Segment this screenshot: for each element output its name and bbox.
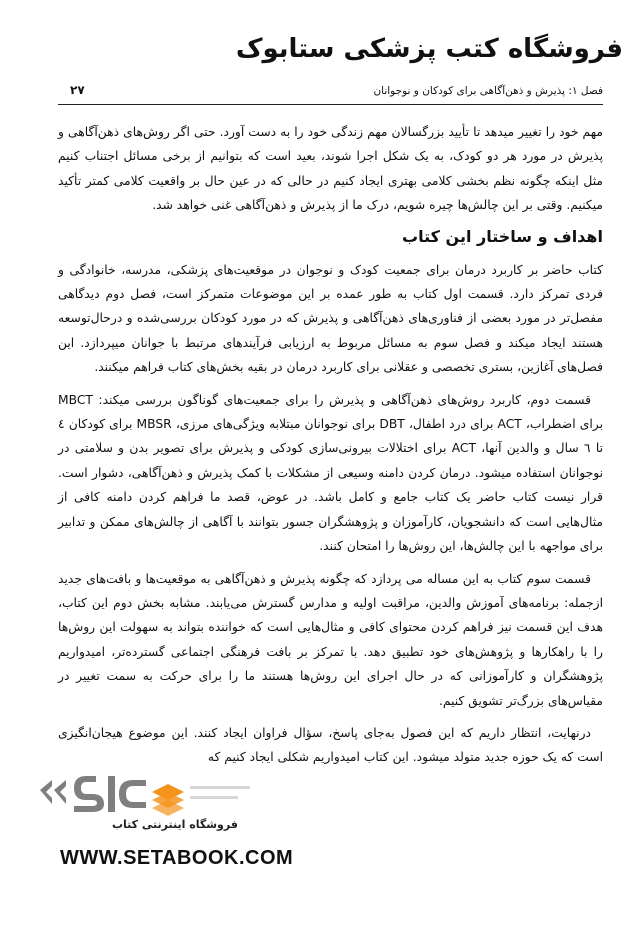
site-url: WWW.SETABOOK.COM — [60, 847, 294, 869]
page-number: ۲۷ — [70, 83, 85, 97]
logo-subtitle: فروشگاه اینترنتی کتاب — [112, 818, 238, 831]
paragraph-4: قسمت سوم کتاب به این مساله می پردازد که چگونه پذیرش و ذهن‌آگاهی به موقعیت‌ها و بافت‌های جدید ازجمله: برنامه‌های آموزش والدین، مراقبت اولیه و مدارس گسترش می‌یابند. مشابه بخش دوم این کتاب، هدف این قسمت نیز فراهم کردن محتوای کافی و مثال‌هایی است که خواننده بتواند به سهولت این روش‌ها را با راهکارها و پژوهش‌های خود تطبیق دهد. با تمرکز بر بافت فرهنگی اجتماعی گسترده‌تر، امیدواریم پژوهشگران و کارآموزانی که در حال اجرای این روش‌ها هستند ما را برای حرکت به سمت تغییر در مقیاس‌های بزرگ‌تر تشویق کنیم. — [58, 571, 603, 708]
paragraph-2: کتاب حاضر بر کاربرد درمان برای جمعیت کودک و نوجوان در موقعیت‌های پزشکی، مدرسه، خانوادگی و فردی تمرکز دارد. قسمت اول کتاب به طور عمده بر این موضوعات متمرکز است، فصل دوم دیدگاهی مفصل‌تر در مورد بعضی از فناوری‌های ذهن‌آگاهی و پذیرش که در مورد کودکان بررسی‌شده و درحال‌توسعه هستند ایجاد میکند و فصل سوم به مسائل مربوط به ارزیابی فرآیندهای مرتبط با جوانان میپردازد. این فصل‌های آغازین، بستری تخصصی و عقلانی برای کاربرد درمان در بقیه بخش‌های کتاب فراهم میکنند. — [58, 262, 603, 375]
chapter-title: فصل ۱: پذیرش و ذهن‌آگاهی برای کودکان و نوجوانان — [373, 85, 603, 97]
page-body — [58, 120, 603, 778]
paragraph-1: مهم خود را تغییر میدهد تا تأیید بزرگسالان مهم زندگی خود را به دست آورد. حتی اگر روش‌های ذهن‌آگاهی و پذیرش در مورد هر دو کودک، به یک شکل اجرا شوند، بعید است که بتوانیم از برخی مسائل اجتناب کنیم مثل اینکه چگونه نظم بخشی کلامی بهتری ایجاد کنیم در حالی که در عین حال بر واقعیت کلامی کمتر تأکید میکنیم. وقتی بر این چالش‌ها چیره شویم، درک ما از پذیرش و ذهن‌آگاهی غنی خواهد شد. — [58, 125, 603, 213]
section-heading: اهداف و ساختار این کتاب — [402, 226, 603, 246]
header-rule — [58, 104, 603, 105]
paragraph-3: قسمت دوم، کاربرد روش‌های ذهن‌آگاهی و پذیرش را برای جمعیت‌های گوناگون بررسی میکند: MBCT برای اضطراب، ACT برای درد اطفال، DBT برای نوجوانان مبتلابه ویژگی‌های مرزی، MBSR برای کودکان ٤ تا ٦ سال و والدین آنها، ACT برای اختلالات بیرونی‌سازی کودکی و پذیرش برای تصویر بدن و سلامتی در نوجوانان استفاده میشود. درمان کردن دامنه وسیعی از مشکلات با کمک پذیرش و ذهن‌آگاهی، دشوار است. قرار نیست کتاب حاضر یک کتاب جامع و کامل باشد. در عوض، قصد ما فراهم کردن دامنه کافی از مثال‌هایی است که دانشجویان، کارآموزان و پژوهشگران جسور بتوانند با آگاهی از چالش‌های ممکن و تدابیر برای مواجهه با این چالش‌ها، این روش‌ها را امتحان کنند. — [58, 392, 603, 554]
store-title: فروشگاه کتب پزشکی ستابوک — [235, 34, 623, 64]
paragraph-5: درنهایت، انتظار داریم که این فصول به‌جای پاسخ، سؤال فراوان ایجاد کنند. این موضوع هیجان‌انگیزی است که یک حوزه جدید متولد میشود. این کتاب امیدواریم شکلی ایجاد کنیم که — [58, 725, 603, 765]
running-head — [58, 83, 603, 103]
setabook-logo — [34, 768, 284, 840]
